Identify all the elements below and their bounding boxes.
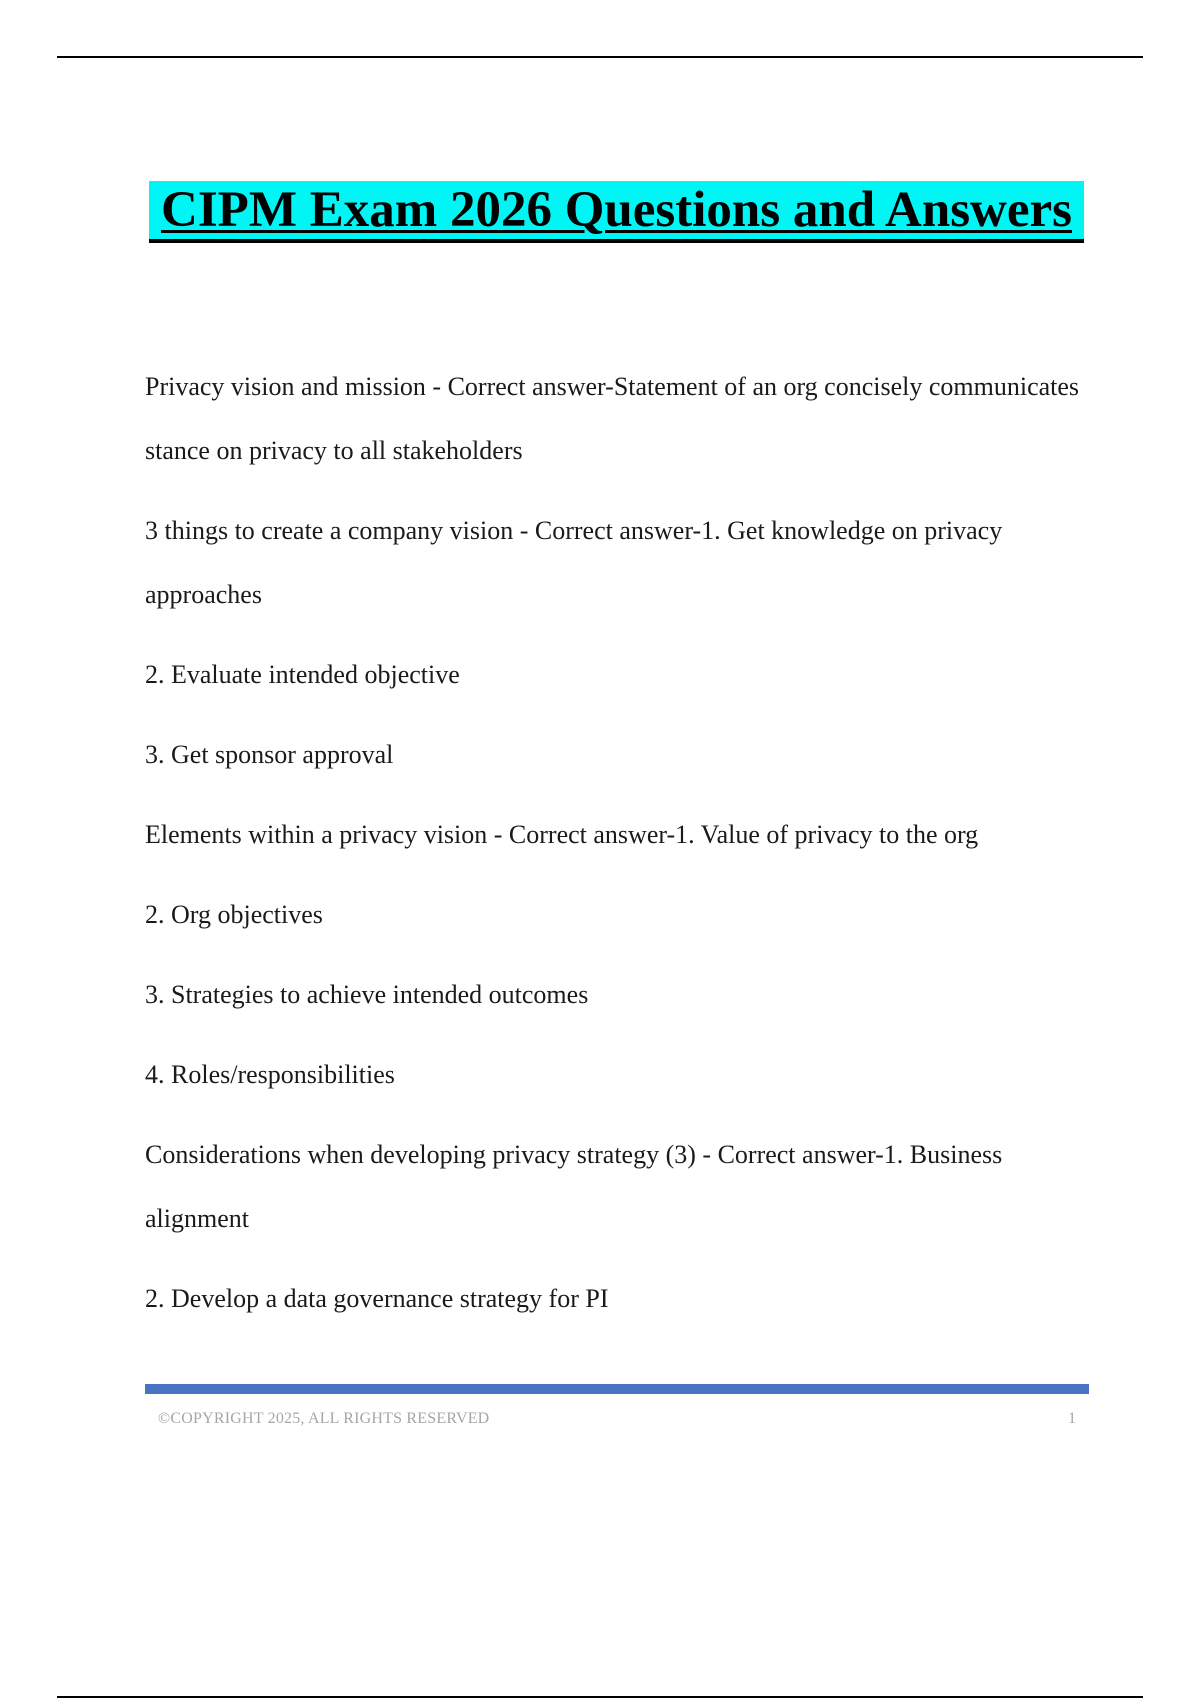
paragraph: 4. Roles/responsibilities [145, 1060, 395, 1089]
footer-bar [145, 1384, 1089, 1394]
paragraph: 2. Org objectives [145, 900, 323, 929]
page-number: 1 [1068, 1410, 1076, 1427]
title-highlight [149, 181, 1084, 243]
paragraph: 3. Get sponsor approval [145, 740, 394, 769]
paragraph: 2. Develop a data governance strategy for PI [145, 1284, 609, 1313]
page-title: CIPM Exam 2026 Questions and Answers [160, 182, 1072, 238]
paragraph: Elements within a privacy vision - Correct answer-1. Value of privacy to the org [145, 820, 979, 849]
paragraph: Considerations when developing privacy strategy (3) - Correct answer-1. Business alignment [145, 1140, 1003, 1233]
footer-copyright: ©COPYRIGHT 2025, ALL RIGHTS RESERVED [158, 1410, 490, 1427]
paragraph: 3 things to create a company vision - Correct answer-1. Get knowledge on privacy approaches [145, 516, 1003, 609]
bottom-rule [57, 1696, 1143, 1698]
document-body [145, 355, 1090, 1347]
top-rule [57, 56, 1143, 58]
paragraph: 2. Evaluate intended objective [145, 660, 460, 689]
paragraph: 3. Strategies to achieve intended outcomes [145, 980, 589, 1009]
paragraph: Privacy vision and mission - Correct answer-Statement of an org concisely communicates stance on privacy to all stakeholders [145, 372, 1080, 465]
